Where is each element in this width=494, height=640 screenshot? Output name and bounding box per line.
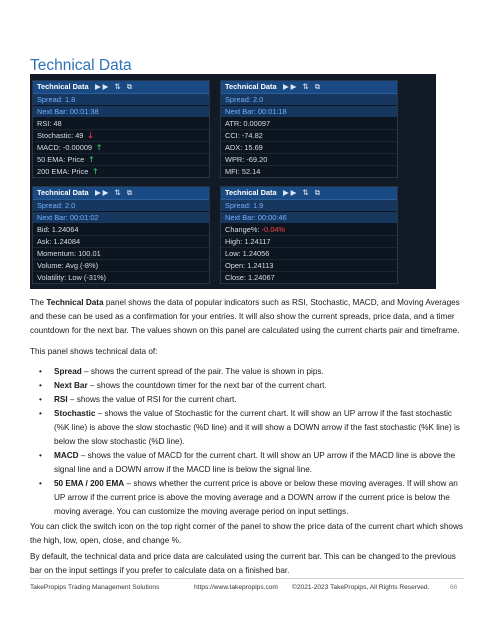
footer-divider — [30, 578, 464, 579]
technical-data-panel-price — [32, 186, 210, 284]
wpr-row: WPR: -69.20 — [221, 154, 397, 166]
sort-icon[interactable]: ⇅ — [302, 188, 311, 197]
ask-row: Ask: 1.24084 — [33, 236, 209, 248]
stochastic-row: Stochastic: 49 🡓 — [33, 130, 209, 142]
macd-row: MACD: -0.00009 🡑 — [33, 142, 209, 154]
panel-title: Technical Data — [225, 82, 277, 91]
next-bar-timer: Next Bar: 00:01:02 — [33, 212, 209, 224]
spread-value: Spread: 2.0 — [33, 200, 209, 212]
open-row: Open: 1.24113 — [221, 260, 397, 272]
panel-header[interactable] — [221, 187, 397, 200]
panel-header[interactable] — [221, 81, 397, 94]
panel-controls — [95, 187, 134, 199]
panel-header[interactable] — [33, 187, 209, 200]
panel-title: Technical Data — [37, 188, 89, 197]
footer-company: TakePropips Trading Management Solutions — [30, 584, 160, 591]
panel-controls — [283, 187, 322, 199]
technical-data-panel-volatility — [220, 80, 398, 178]
fast-forward-icon[interactable]: ▶▶ — [283, 188, 299, 197]
page-number: 66 — [450, 584, 458, 591]
next-bar-timer: Next Bar: 00:01:38 — [33, 106, 209, 118]
sort-icon[interactable]: ⇅ — [302, 82, 311, 91]
list-item: • Spread – shows the current spread of the pair. The value is shown in pips. — [39, 367, 324, 376]
section-heading: Technical Data — [30, 57, 132, 74]
list-item: • 50 EMA / 200 EMA – shows whether the current price is above or below these moving averages. If will show an UP arrow if the current price is above the moving average and a DOWN arrow if the current price is below the moving average. You can customize the moving average period on input settings. — [39, 479, 458, 516]
intro-paragraph: The Technical Data panel shows the data of popular indicators such as RSI, Stochastic, MACD, and Moving Averages and these can be used as a confirmation for your entries. It will also show the current spreads, price data, and a timer countdown for the next bar. The values shown on this panel are calculated using the current charts pair and timeframe. — [30, 298, 460, 335]
change-value: -0.04% — [261, 225, 285, 234]
panel-title: Technical Data — [37, 82, 89, 91]
default-paragraph: By default, the technical data and price data are calculated using the current bar. This can be changed to the previous bar on the input settings if you prefer to calculate data on a finished bar. — [30, 552, 456, 575]
list-item: • Stochastic – shows the value of Stochastic for the current chart. It will show an UP arrow if the fast stochastic (%K line) is above the slow stochastic (%D line) and it will show a DOWN arrow if the fast stochastic (%K line) is below the slow stochastic (%D line). — [39, 409, 460, 446]
adx-row: ADX: 15.69 — [221, 142, 397, 154]
panel-header[interactable] — [33, 81, 209, 94]
cci-row: CCI: -74.82 — [221, 130, 397, 142]
next-bar-timer: Next Bar: 00:00:46 — [221, 212, 397, 224]
spread-value: Spread: 2.0 — [221, 94, 397, 106]
change-row: Change%: -0.04% — [221, 224, 397, 236]
up-arrow-icon: 🡑 — [93, 167, 98, 176]
sort-icon[interactable]: ⇅ — [114, 188, 123, 197]
rsi-row: RSI: 48 — [33, 118, 209, 130]
feature-list — [30, 365, 464, 519]
mfi-row: MFI: 52.14 — [225, 167, 261, 176]
momentum-row: Momentum: 100.01 — [33, 248, 209, 260]
panel-title: Technical Data — [225, 188, 277, 197]
switch-icon[interactable]: ⧉ — [314, 188, 322, 197]
panel-controls — [283, 81, 322, 93]
footer-copyright: ©2021-2023 TakePropips, All Rights Reserved. — [292, 584, 430, 591]
spread-value: Spread: 1.8 — [33, 94, 209, 106]
up-arrow-icon: 🡑 — [89, 155, 94, 164]
ema200-row: 200 EMA: Price 🡑 — [33, 166, 209, 177]
list-item: • RSI – shows the value of RSI for the current chart. — [39, 395, 237, 404]
technical-data-panel-indicators — [32, 80, 210, 178]
ema50-row: 50 EMA: Price 🡑 — [33, 154, 209, 166]
low-row: Low: 1.24056 — [221, 248, 397, 260]
volatility-row: Volatility: Low (-31%) — [37, 273, 107, 282]
close-row: Close: 1.24067 — [225, 273, 275, 282]
high-row: High: 1.24117 — [221, 236, 397, 248]
spread-value: Spread: 1.9 — [221, 200, 397, 212]
sort-icon[interactable]: ⇅ — [114, 82, 123, 91]
next-bar-timer: Next Bar: 00:01:18 — [221, 106, 397, 118]
panel-controls — [95, 81, 134, 93]
up-arrow-icon: 🡑 — [97, 143, 101, 152]
list-item: • Next Bar – shows the countdown timer for the next bar of the current chart. — [39, 381, 327, 390]
fast-forward-icon[interactable]: ▶▶ — [95, 82, 111, 91]
technical-data-panel-ohlc — [220, 186, 398, 284]
switch-icon[interactable]: ⧉ — [314, 82, 322, 91]
fast-forward-icon[interactable]: ▶▶ — [95, 188, 111, 197]
switch-icon[interactable]: ⧉ — [126, 82, 134, 91]
switch-icon[interactable]: ⧉ — [126, 188, 134, 197]
bid-row: Bid: 1.24064 — [33, 224, 209, 236]
atr-row: ATR: 0.00097 — [221, 118, 397, 130]
down-arrow-icon: 🡓 — [88, 131, 93, 140]
fast-forward-icon[interactable]: ▶▶ — [283, 82, 299, 91]
shows-paragraph: This panel shows technical data of: — [30, 347, 158, 356]
technical-data-screenshot — [30, 74, 436, 289]
switch-paragraph: You can click the switch icon on the top right corner of the panel to show the price data of the current chart which shows the high, low, open, close, and change %. — [30, 522, 463, 545]
list-item: • MACD – shows the value of MACD for the current chart. It will show an UP arrow if the MACD line is above the signal line and a DOWN arrow if the MACD line is below the signal line. — [39, 451, 456, 474]
volume-row: Volume: Avg (-8%) — [33, 260, 209, 272]
footer-url[interactable]: https://www.takepropips.com — [194, 584, 278, 591]
